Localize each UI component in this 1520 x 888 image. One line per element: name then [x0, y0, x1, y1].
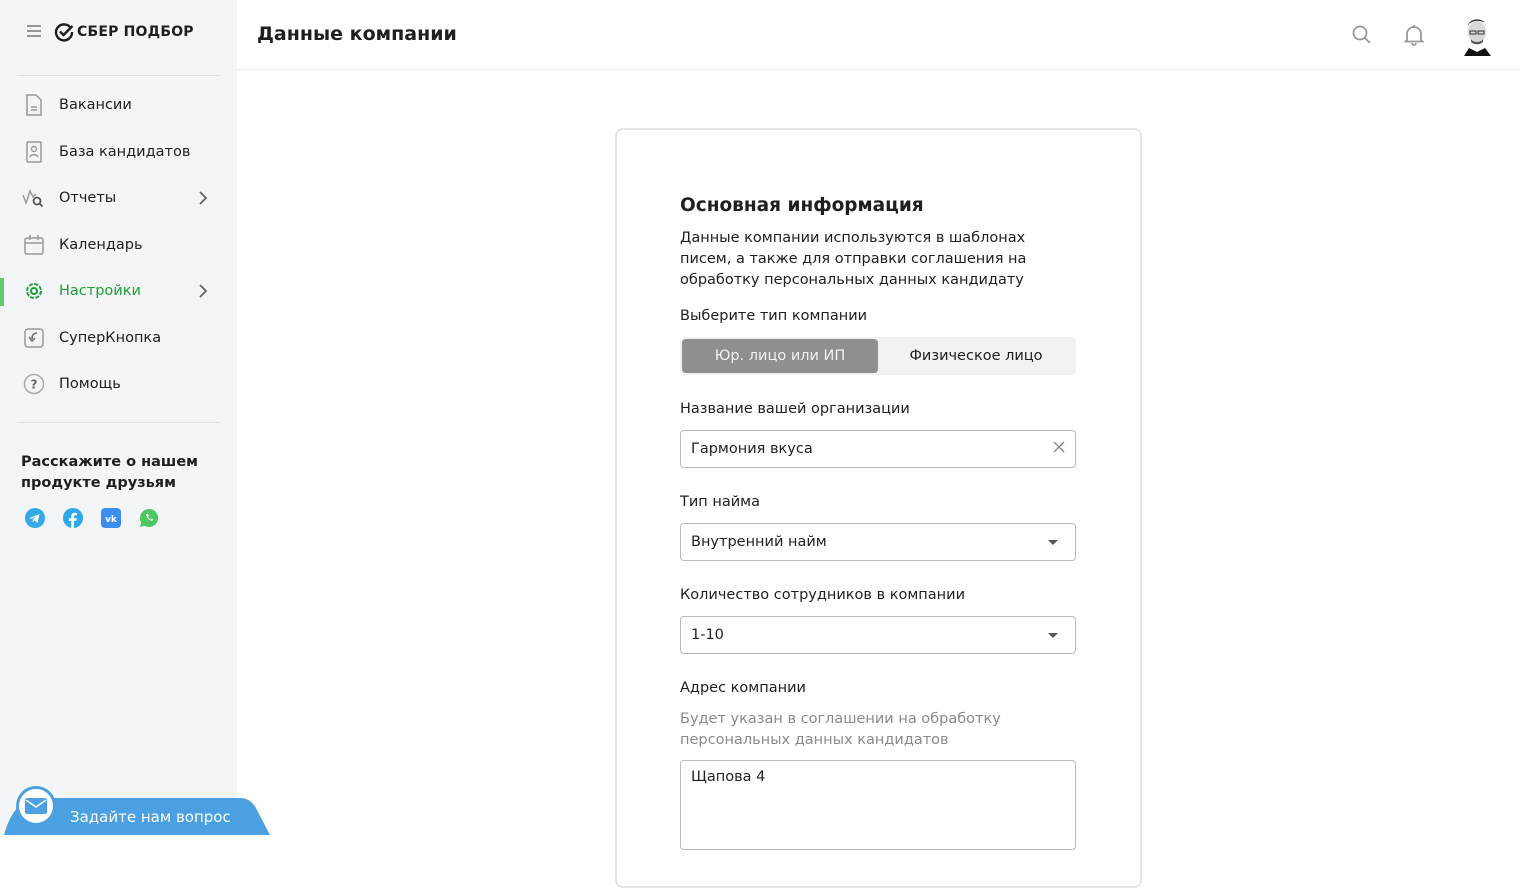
share-text: Расскажите о нашем продукте друзьям — [21, 454, 199, 491]
avatar[interactable] — [1460, 14, 1494, 60]
company-type-label: Выберите тип компании — [680, 308, 868, 324]
vk-icon[interactable] — [101, 508, 121, 528]
chevron-right-icon[interactable] — [198, 283, 208, 303]
page-title: Данные компании — [257, 23, 457, 45]
mail-icon[interactable] — [16, 786, 56, 826]
bell-icon[interactable] — [1404, 24, 1424, 50]
org-name-label: Название вашей организации — [680, 401, 910, 417]
sidebar-item-candidates[interactable]: База кандидатов — [0, 129, 237, 176]
sidebar-item-calendar[interactable]: Календарь — [0, 222, 237, 269]
logo[interactable]: СБЕР ПОДБОР — [54, 22, 194, 42]
svg-text:?: ? — [30, 377, 38, 392]
report-search-icon — [22, 186, 46, 210]
address-label: Адрес компании — [680, 680, 806, 696]
clear-icon[interactable] — [1053, 441, 1065, 457]
person-card-icon — [22, 140, 46, 164]
section-description: Данные компании используются в шаблонах писем, а также для отправки соглашения на обработку персональных данных кандидату — [680, 230, 1027, 288]
divider — [17, 75, 220, 76]
org-name-input[interactable]: Гармония вкуса — [680, 430, 1076, 468]
hire-type-select[interactable]: Внутренний найм — [680, 523, 1076, 561]
facebook-icon[interactable] — [63, 508, 83, 528]
ask-question-button[interactable]: Задайте нам вопрос — [70, 808, 231, 826]
company-type-individual[interactable]: Физическое лицо — [909, 348, 1043, 364]
whatsapp-icon[interactable] — [139, 508, 159, 528]
menu-icon[interactable] — [26, 23, 42, 42]
address-hint: Будет указан в соглашении на обработку персональных данных кандидатов — [680, 711, 1001, 748]
chevron-down-icon — [1048, 633, 1058, 638]
super-button-icon — [22, 326, 46, 350]
address-textarea[interactable]: Щапова 4 — [680, 760, 1076, 850]
telegram-icon[interactable] — [25, 508, 45, 528]
chevron-right-icon[interactable] — [198, 190, 208, 210]
company-type-legal[interactable]: Юр. лицо или ИП — [682, 339, 878, 373]
calendar-icon — [22, 233, 46, 257]
employees-label: Количество сотрудников в компании — [680, 587, 965, 603]
divider — [17, 422, 220, 423]
svg-text:vk: vk — [105, 515, 117, 525]
section-title: Основная информация — [680, 195, 924, 216]
chevron-down-icon — [1048, 540, 1058, 545]
sidebar-item-vacancies[interactable]: Вакансии — [0, 82, 237, 129]
sidebar-item-help[interactable]: ? Помощь — [0, 361, 237, 408]
sidebar — [0, 0, 237, 835]
search-icon[interactable] — [1352, 25, 1372, 49]
sidebar-item-superbutton[interactable]: СуперКнопка — [0, 315, 237, 362]
document-icon — [22, 93, 46, 117]
help-icon — [22, 372, 46, 396]
company-type-toggle — [680, 337, 1076, 375]
sidebar-item-reports[interactable]: Отчеты — [0, 175, 237, 222]
employees-select[interactable]: 1-10 — [680, 616, 1076, 654]
sidebar-item-settings[interactable]: Настройки — [0, 268, 237, 315]
gear-icon — [22, 279, 46, 303]
header — [237, 0, 1520, 70]
hire-type-label: Тип найма — [680, 494, 760, 510]
